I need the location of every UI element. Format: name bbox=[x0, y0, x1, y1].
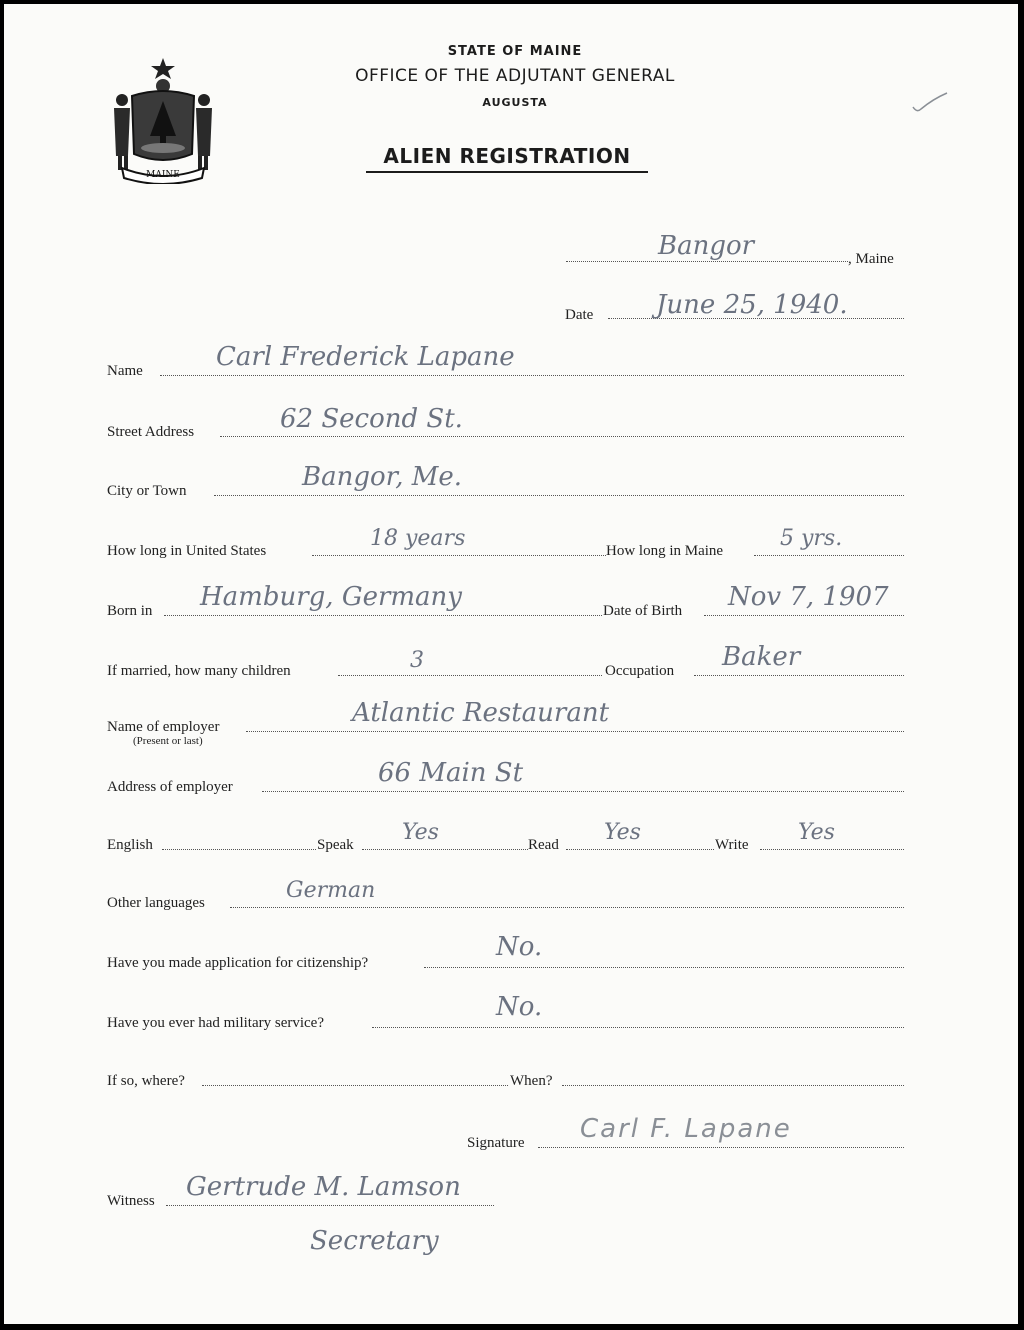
name-label: Name bbox=[107, 363, 143, 379]
signature-label: Signature bbox=[467, 1135, 525, 1151]
read-line bbox=[566, 849, 714, 850]
occupation-label: Occupation bbox=[605, 663, 675, 679]
employer-name-line bbox=[246, 731, 904, 732]
born-in-label: Born in bbox=[107, 603, 153, 619]
how-long-maine-line bbox=[754, 555, 904, 556]
english-label: English bbox=[107, 837, 153, 853]
how-long-us-label: How long in United States bbox=[107, 543, 267, 559]
date-entry: June 25, 1940. bbox=[656, 290, 848, 320]
how-long-us-entry: 18 years bbox=[370, 526, 466, 551]
employer-name-note: (Present or last) bbox=[133, 735, 203, 747]
when-label: When? bbox=[510, 1073, 553, 1089]
write-line bbox=[760, 849, 904, 850]
signature-entry: Carl F. Lapane bbox=[580, 1114, 792, 1144]
other-languages-entry: German bbox=[286, 878, 376, 903]
header-state: STATE OF MAINE bbox=[447, 44, 583, 59]
date-of-birth-line bbox=[704, 615, 904, 616]
city-label: City or Town bbox=[107, 483, 187, 499]
form-page bbox=[4, 4, 1018, 1324]
children-entry: 3 bbox=[410, 648, 424, 673]
header-office: OFFICE OF THE ADJUTANT GENERAL bbox=[355, 66, 675, 86]
place-suffix-label: , Maine bbox=[848, 251, 894, 267]
header-city: AUGUSTA bbox=[482, 96, 548, 109]
witness-line bbox=[166, 1205, 494, 1206]
citizenship-label: Have you made application for citizenship? bbox=[107, 955, 369, 971]
name-line bbox=[160, 375, 904, 376]
witness-title-entry: Secretary bbox=[310, 1226, 439, 1256]
signature-line bbox=[538, 1147, 904, 1148]
how-long-maine-label: How long in Maine bbox=[606, 543, 724, 559]
children-label: If married, how many children bbox=[107, 663, 291, 679]
write-label: Write bbox=[715, 837, 749, 853]
street-address-line bbox=[220, 436, 904, 437]
date-of-birth-label: Date of Birth bbox=[603, 603, 683, 619]
other-languages-label: Other languages bbox=[107, 895, 205, 911]
employer-address-entry: 66 Main St bbox=[378, 758, 524, 788]
name-entry: Carl Frederick Lapane bbox=[216, 342, 515, 372]
military-entry: No. bbox=[496, 992, 543, 1022]
street-address-label: Street Address bbox=[107, 424, 195, 440]
street-address-entry: 62 Second St. bbox=[280, 404, 463, 434]
employer-name-entry: Atlantic Restaurant bbox=[352, 698, 610, 728]
born-in-line bbox=[164, 615, 602, 616]
city-entry: Bangor, Me. bbox=[302, 462, 463, 492]
read-label: Read bbox=[528, 837, 559, 853]
how-long-us-line bbox=[312, 555, 606, 556]
how-long-maine-entry: 5 yrs. bbox=[780, 526, 843, 551]
citizenship-entry: No. bbox=[496, 932, 543, 962]
occupation-line bbox=[694, 675, 904, 676]
when-line bbox=[562, 1085, 904, 1086]
citizenship-line bbox=[424, 967, 904, 968]
born-in-entry: Hamburg, Germany bbox=[200, 582, 462, 612]
where-label: If so, where? bbox=[107, 1073, 185, 1089]
military-label: Have you ever had military service? bbox=[107, 1015, 324, 1031]
title-underline bbox=[366, 171, 648, 173]
other-languages-line bbox=[230, 907, 904, 908]
date-of-birth-entry: Nov 7, 1907 bbox=[728, 582, 889, 612]
children-line bbox=[338, 675, 602, 676]
speak-entry: Yes bbox=[402, 820, 439, 845]
employer-address-line bbox=[262, 791, 904, 792]
employer-name-label: Name of employer bbox=[107, 719, 220, 735]
form-title: ALIEN REGISTRATION bbox=[383, 144, 631, 168]
employer-address-label: Address of employer bbox=[107, 779, 233, 795]
speak-line bbox=[362, 849, 528, 850]
where-line bbox=[202, 1085, 508, 1086]
check-mark-icon bbox=[909, 89, 949, 119]
read-entry: Yes bbox=[604, 820, 641, 845]
speak-label: Speak bbox=[317, 837, 354, 853]
city-line bbox=[214, 495, 904, 496]
write-entry: Yes bbox=[798, 820, 835, 845]
military-line bbox=[372, 1027, 904, 1028]
date-label: Date bbox=[565, 307, 594, 323]
place-line bbox=[566, 261, 848, 262]
witness-entry: Gertrude M. Lamson bbox=[186, 1172, 461, 1202]
place-entry: Bangor bbox=[658, 231, 755, 261]
seal-banner-text: MAINE bbox=[146, 170, 180, 180]
occupation-entry: Baker bbox=[722, 642, 801, 672]
english-line bbox=[162, 849, 316, 850]
witness-label: Witness bbox=[107, 1193, 155, 1209]
